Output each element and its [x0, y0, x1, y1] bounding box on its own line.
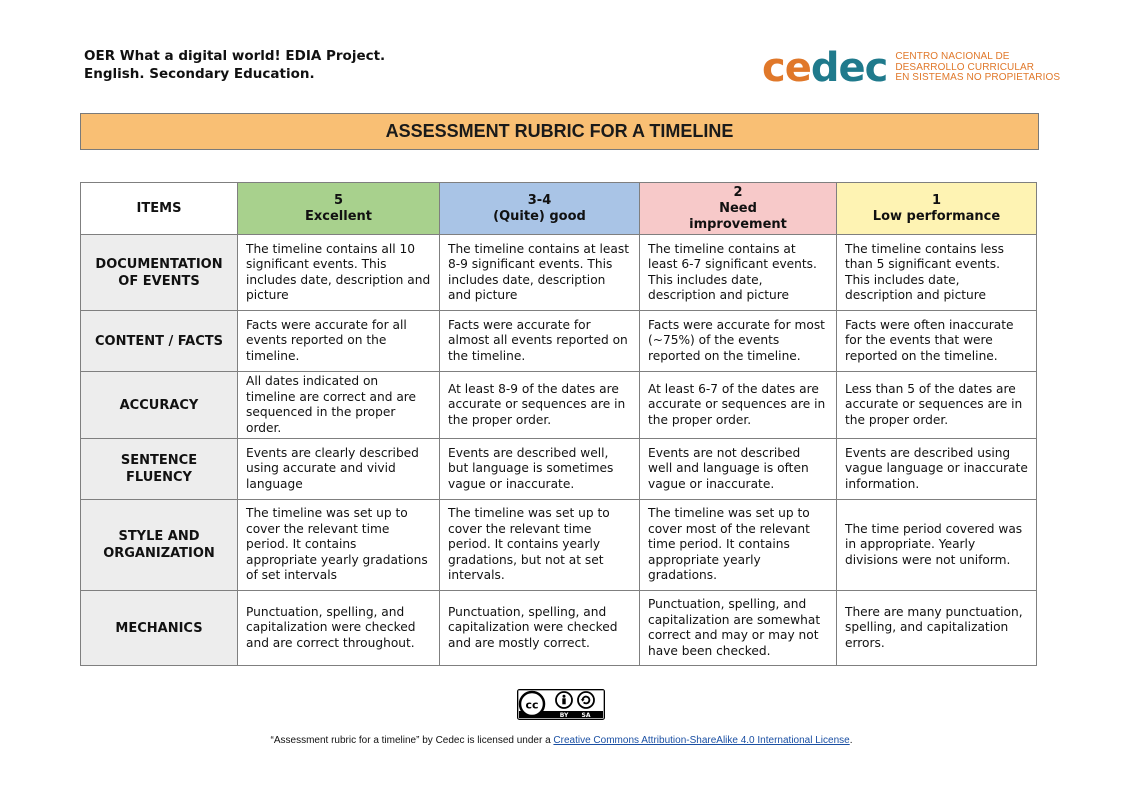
project-line: OER What a digital world! EDIA Project. [84, 48, 386, 64]
share-alike-icon [578, 692, 594, 708]
items-column-header: ITEMS [81, 183, 238, 235]
cc-icon [520, 692, 544, 716]
row-label: CONTENT / FACTS [81, 311, 238, 372]
score-2-header: 2 Need improvement [640, 183, 837, 235]
rubric-cell: The timeline contains at least 8-9 significant events. This includes date, description and picture [440, 235, 640, 311]
rubric-cell: All dates indicated on timeline are correct and are sequenced in the proper order. [238, 372, 440, 439]
rubric-cell: The timeline was set up to cover the relevant time period. It contains appropriate yearly gradations of set intervals [238, 500, 440, 591]
document-header [84, 47, 385, 83]
score-1-header: 1 Low performance [837, 183, 1037, 235]
rubric-cell: Punctuation, spelling, and capitalization were checked and are correct throughout. [238, 591, 440, 666]
rubric-cell: Events are described using vague language or inaccurate information. [837, 439, 1037, 500]
rubric-cell: At least 8-9 of the dates are accurate or sequences are in the proper order. [440, 372, 640, 439]
rubric-cell: The timeline contains at least 6-7 significant events. This includes date, description and picture [640, 235, 837, 311]
table-row [81, 311, 1037, 372]
badge-sa-text: SA [581, 712, 591, 720]
cedec-subtitle: CENTRO NACIONAL DE DESARROLLO CURRICULAR EN SISTEMAS NO PROPIETARIOS [895, 51, 1061, 84]
license-footer [0, 735, 1123, 746]
rubric-cell: Punctuation, spelling, and capitalization were checked and are mostly correct. [440, 591, 640, 666]
rubric-table [80, 182, 1037, 666]
svg-text:cc: cc [525, 698, 539, 712]
rubric-cell: The timeline was set up to cover most of the relevant time period. It contains appropriate yearly gradations. [640, 500, 837, 591]
row-label: DOCUMENTATION OF EVENTS [81, 235, 238, 311]
row-label: MECHANICS [81, 591, 238, 666]
license-link[interactable]: Creative Commons Attribution-ShareAlike 4.0 International License [553, 735, 850, 746]
rubric-title: ASSESSMENT RUBRIC FOR A TIMELINE [80, 113, 1039, 150]
row-label: STYLE AND ORGANIZATION [81, 500, 238, 591]
subject-line: English. Secondary Education. [84, 66, 315, 82]
attribution-icon [556, 692, 572, 708]
cedec-logo [762, 45, 1061, 91]
rubric-cell: Punctuation, spelling, and capitalization are somewhat correct and may or may not have been checked. [640, 591, 837, 666]
rubric-cell: The timeline contains less than 5 significant events. This includes date, description and picture [837, 235, 1037, 311]
row-label: SENTENCE FLUENCY [81, 439, 238, 500]
license-suffix: . [849, 735, 853, 746]
rubric-cell: The time period covered was in appropriate. Yearly divisions were not uniform. [837, 500, 1037, 591]
table-row [81, 500, 1037, 591]
table-row [81, 591, 1037, 666]
cedec-wordmark: cedec [762, 45, 888, 91]
rubric-cell: There are many punctuation, spelling, and capitalization errors. [837, 591, 1037, 666]
score-3-4-header: 3-4 (Quite) good [440, 183, 640, 235]
badge-by-text: BY [559, 712, 569, 720]
license-prefix: “Assessment rubric for a timeline” by Cedec is licensed under a [270, 735, 554, 746]
rubric-cell: Facts were accurate for most (~75%) of the events reported on the timeline. [640, 311, 837, 372]
rubric-cell: Facts were accurate for almost all events reported on the timeline. [440, 311, 640, 372]
rubric-cell: Less than 5 of the dates are accurate or sequences are in the proper order. [837, 372, 1037, 439]
rubric-cell: Facts were often inaccurate for the events that were reported on the timeline. [837, 311, 1037, 372]
rubric-cell: Events are not described well and language is often vague or inaccurate. [640, 439, 837, 500]
score-5-header: 5 Excellent [238, 183, 440, 235]
rubric-cell: The timeline contains all 10 significant events. This includes date, description and picture [238, 235, 440, 311]
row-label: ACCURACY [81, 372, 238, 439]
rubric-cell: At least 6-7 of the dates are accurate or sequences are in the proper order. [640, 372, 837, 439]
table-row [81, 439, 1037, 500]
table-row [81, 372, 1037, 439]
rubric-cell: The timeline was set up to cover the relevant time period. It contains yearly gradations, but not at set intervals. [440, 500, 640, 591]
table-header-row [81, 183, 1037, 235]
table-row [81, 235, 1037, 311]
rubric-cell: Events are described well, but language is sometimes vague or inaccurate. [440, 439, 640, 500]
rubric-cell: Events are clearly described using accurate and vivid language [238, 439, 440, 500]
cc-by-sa-badge[interactable] [517, 689, 605, 720]
rubric-cell: Facts were accurate for all events reported on the timeline. [238, 311, 440, 372]
